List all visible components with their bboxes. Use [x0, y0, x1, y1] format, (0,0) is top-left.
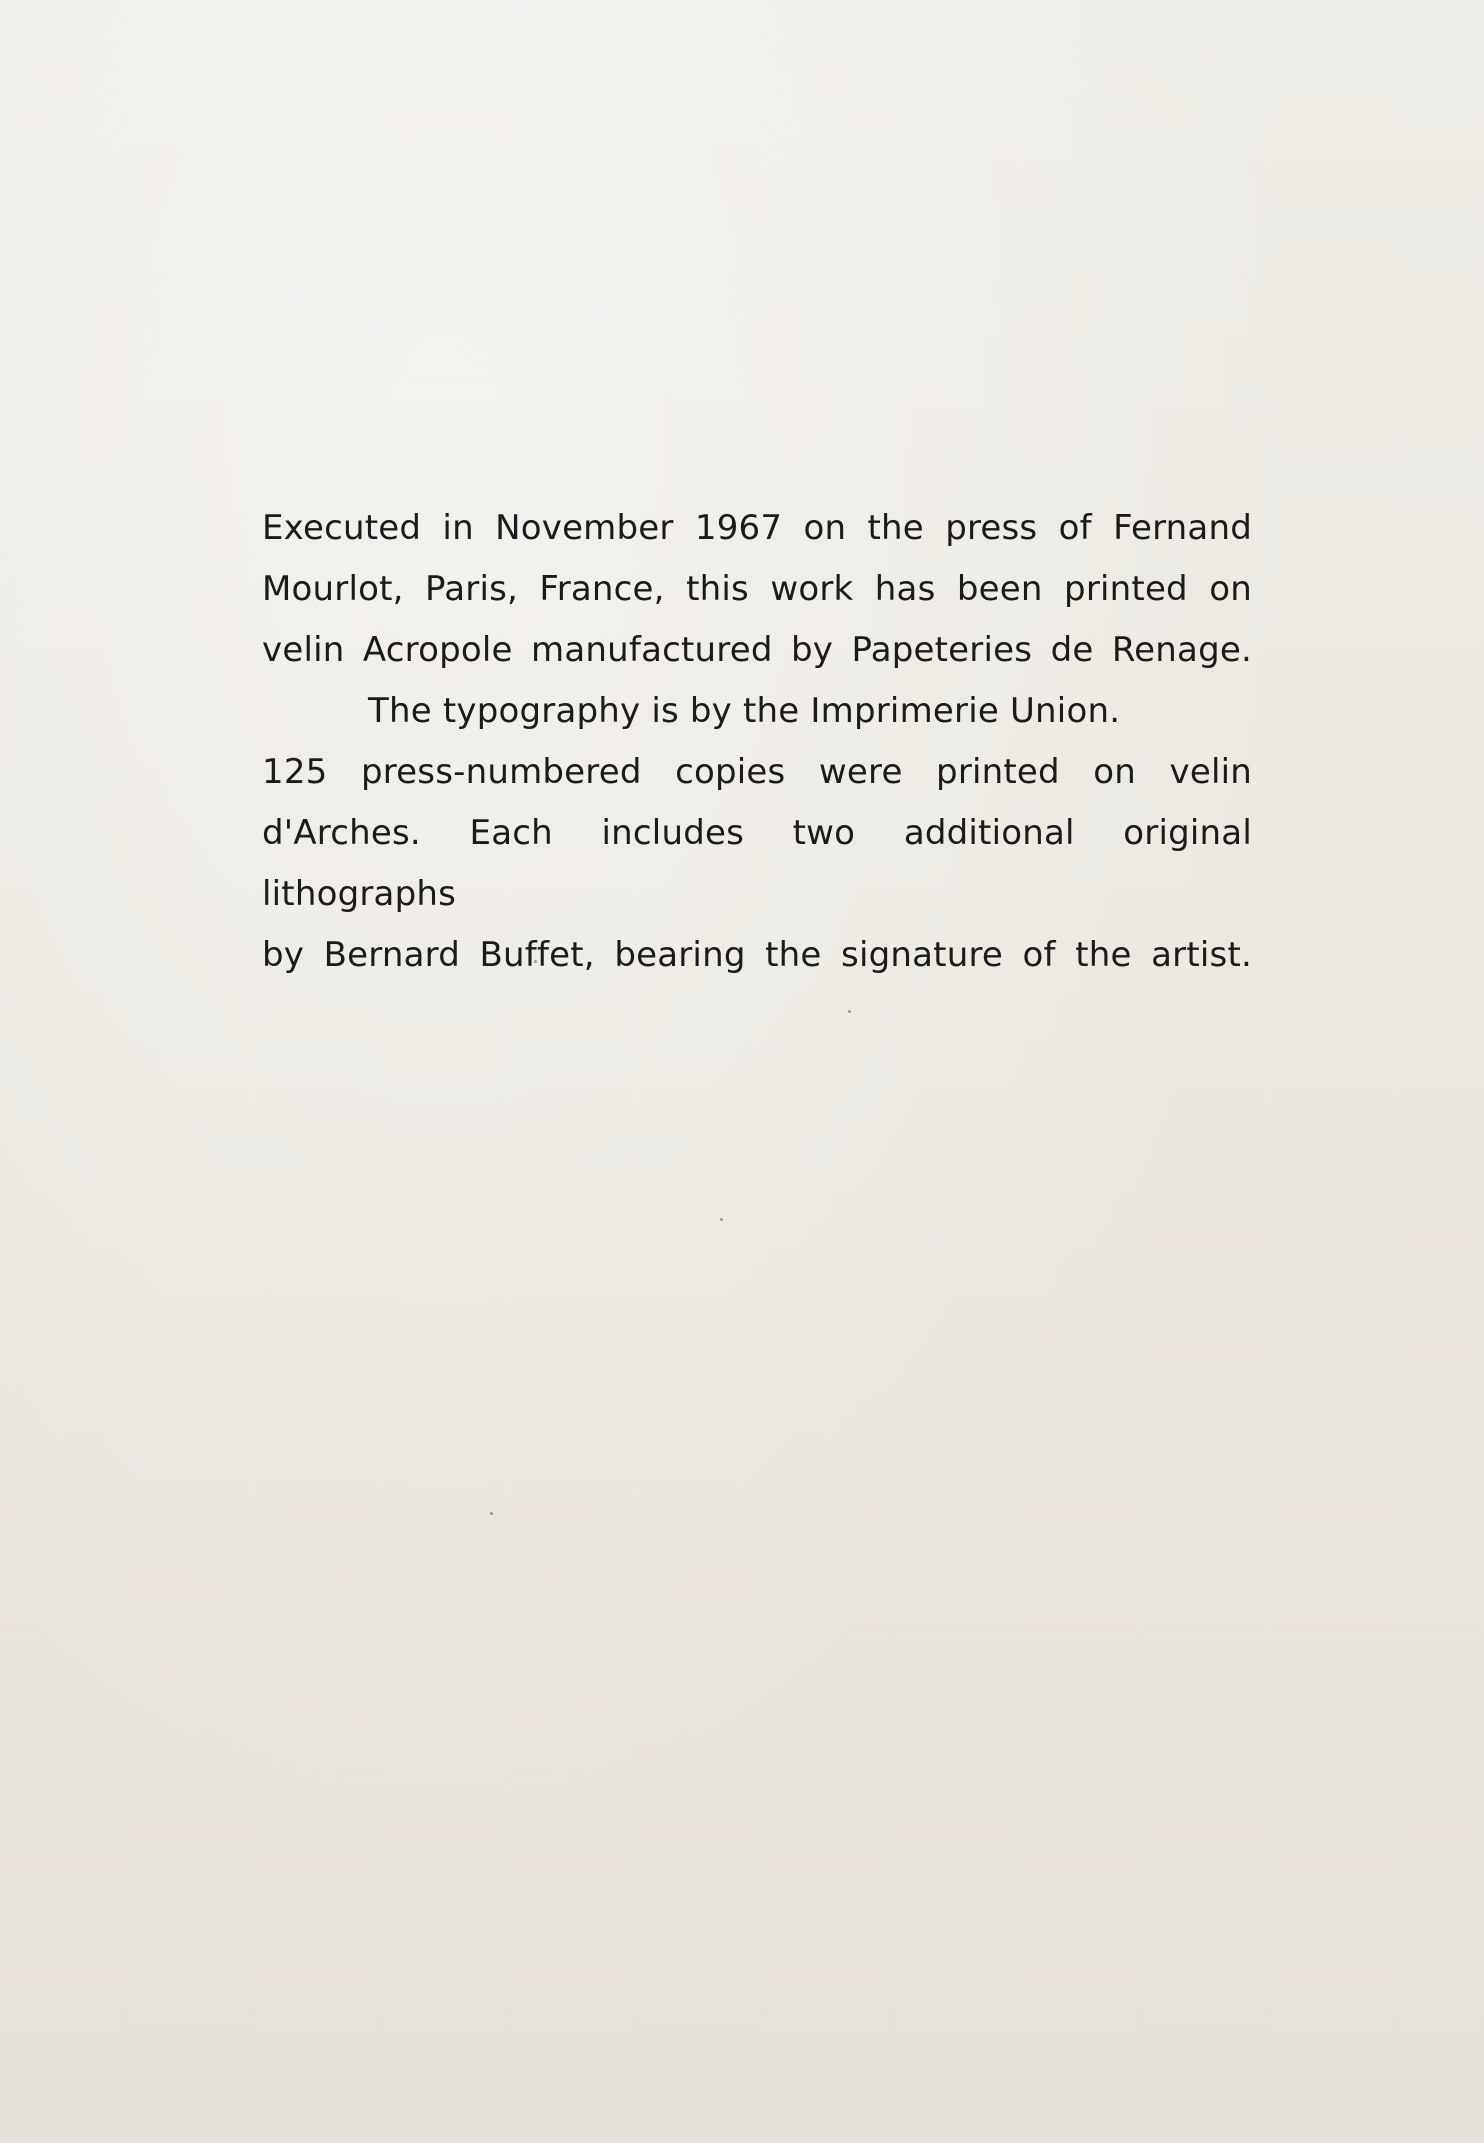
paper-speck [490, 1512, 493, 1515]
colophon-line-5: 125 press-numbered copies were printed on velin [262, 752, 1252, 792]
paper-speck [720, 1218, 723, 1221]
colophon-line-3: velin Acropole manufactured by Papeteries de Renage. [262, 630, 1252, 670]
paper-speck [534, 960, 537, 963]
colophon-line-1: Executed in November 1967 on the press of Fernand [262, 508, 1252, 548]
colophon-line-4: The typography is by the Imprimerie Union. [368, 691, 1121, 731]
colophon-line-6: d'Arches. Each includes two additional original lithographs [262, 813, 1252, 914]
colophon-line-7: by Bernard Buffet, bearing the signature of the artist. [262, 935, 1252, 975]
colophon-text [262, 498, 1252, 986]
paper-speck [848, 1010, 851, 1013]
colophon-line-2: Mourlot, Paris, France, this work has been printed on [262, 569, 1252, 609]
